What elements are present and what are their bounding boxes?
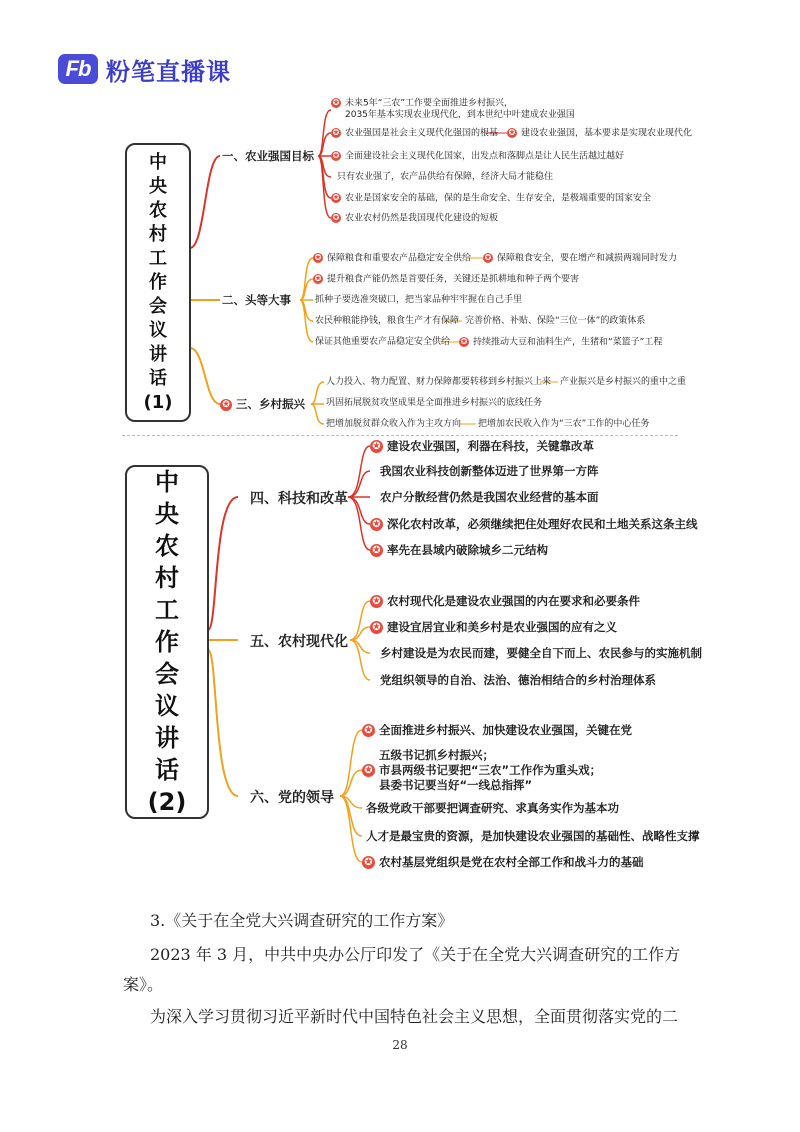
leaf-text: 提升粮食产能仍然是首要任务，关键还是抓耕地和种子两个要害 <box>327 274 580 285</box>
leaf-text: 保证其他重要农产品稳定安全供给 <box>315 337 451 347</box>
leaf-text: 保障粮食和重要农产品稳定安全供给 <box>327 253 472 264</box>
root-char: 会 <box>149 295 167 317</box>
root-char: 中 <box>149 151 167 173</box>
leaf-text: 农业农村仍然是我国现代化建设的短板 <box>345 213 499 224</box>
root-char: (2) <box>147 788 187 816</box>
star-icon: ✪ <box>460 337 468 346</box>
star-icon: ✪ <box>362 764 375 777</box>
root-char: 央 <box>155 500 179 528</box>
root-char: 农 <box>155 532 179 560</box>
leaf-text: 巩固拓展脱贫攻坚成果是全面推进乡村振兴的底线任务 <box>326 398 543 408</box>
leaf-item <box>313 274 579 286</box>
leaf-item <box>362 723 632 738</box>
leaf-item <box>370 439 594 454</box>
leaf-text: 县委书记要当好“一线总指挥” <box>379 778 533 792</box>
leaf-text: 保障粮食安全，要在增产和减损两端同时发力 <box>497 253 678 264</box>
mindmap-2 <box>118 439 702 880</box>
leaf-item <box>362 748 601 793</box>
leaf-text: 只有农业强了，农产品供给有保障，经济大局才能稳住 <box>337 172 554 182</box>
star-icon: ✪ <box>362 724 375 737</box>
body-paragraph: 2023 年 3 月，中共中央办公厅印发了《关于在全党大兴调查研究的工作方 <box>150 945 681 964</box>
leaf-text: 市县两级书记要把“三农”工作作为重头戏； <box>379 763 602 777</box>
leaf-item <box>331 193 651 205</box>
leaf-text: 建设农业强国，基本要求是实现农业现代化 <box>521 128 693 139</box>
leaf-item <box>315 337 450 348</box>
leaf-item <box>326 377 551 388</box>
root-char: 作 <box>149 271 167 293</box>
root-char: 讲 <box>149 343 167 365</box>
root-char: 村 <box>149 223 167 245</box>
section-heading: 3.《关于在全党大兴调查研究的工作方案》 <box>150 911 454 930</box>
leaf-text: 农村现代化是建设农业强国的内在要求和必要条件 <box>387 594 640 608</box>
star-icon: ✪ <box>220 399 232 411</box>
leaf-text: 抓种子要选准突破口，把当家品种牢牢握在自己手里 <box>315 295 523 305</box>
branch-label: 五、农村现代化 <box>250 634 348 650</box>
leaf-item <box>313 253 471 265</box>
leaf-sub-item <box>507 128 692 140</box>
root-char: 作 <box>155 628 179 656</box>
star-icon: ✪ <box>332 151 340 160</box>
leaf-sub-item <box>459 337 662 349</box>
leaf-text: 持续推动大豆和油料生产，生猪和“菜篮子”工程 <box>473 337 663 348</box>
leaf-text: 全面推进乡村振兴、加快建设农业强国，关键在党 <box>379 723 632 737</box>
root-char: 话 <box>149 367 167 389</box>
leaf-text: 全面建设社会主义现代化国家，出发点和落脚点是让人民生活越过越好 <box>345 151 625 162</box>
branch-label: 六、党的领导 <box>250 790 334 806</box>
leaf-text: 党组织领导的自治、法治、德治相结合的乡村治理体系 <box>380 673 656 687</box>
leaf-text: 建设宜居宜业和美乡村是农业强国的应有之义 <box>387 620 617 634</box>
star-icon: ✪ <box>508 128 516 137</box>
root-char: 议 <box>155 692 179 720</box>
branch-label-text: 三、乡村振兴 <box>236 397 305 411</box>
brand-mark: Fb <box>58 54 98 84</box>
leaf-sub-item <box>465 316 645 327</box>
leaf-text: 深化农村改革，必须继续把住处理好农民和土地关系这条主线 <box>387 517 698 531</box>
star-icon: ✪ <box>370 595 383 608</box>
leaf-text: 农业强国是社会主义现代化强国的根基 <box>345 128 499 139</box>
star-icon: ✪ <box>362 856 375 869</box>
root-char: 会 <box>155 660 179 688</box>
leaf-text: 未来5年“三农”工作要全面推进乡村振兴， <box>345 98 514 109</box>
leaf-sub-item <box>478 419 649 430</box>
leaf-sub-item <box>483 253 677 265</box>
leaf-text: 各级党政干部要把调查研究、求真务实作为基本功 <box>366 801 619 815</box>
leaf-text: 率先在县域内破除城乡二元结构 <box>387 543 548 557</box>
mindmap-1 <box>115 98 693 433</box>
branch-label <box>220 396 305 412</box>
leaf-text: 我国农业科技创新整体迈进了世界第一方阵 <box>380 464 599 478</box>
leaf-sub-item <box>560 377 686 388</box>
leaf-text: 农户分散经营仍然是我国农业经营的基本面 <box>380 490 599 504</box>
leaf-item <box>331 128 498 140</box>
body-paragraph-cont: 案》。 <box>123 975 164 994</box>
leaf-text: 建设农业强国，利器在科技，关键靠改革 <box>387 439 594 453</box>
leaf-item <box>315 295 522 306</box>
leaf-text: 农民种粮能挣钱，粮食生产才有保障 <box>315 316 460 326</box>
leaf-item <box>326 419 461 430</box>
mindmap-1-root <box>125 143 191 422</box>
star-icon: ✪ <box>332 128 340 137</box>
root-char: 讲 <box>155 724 179 752</box>
leaf-text: 完善价格、补贴、保险“三位一体”的政策体系 <box>465 316 646 326</box>
leaf-item <box>380 490 599 505</box>
branch-label: 四、科技和改革 <box>250 491 348 507</box>
leaf-item <box>331 98 575 121</box>
leaf-text: 乡村建设是为农民而建，要健全自下而上、农民参与的实施机制 <box>380 646 702 660</box>
star-icon: ✪ <box>370 621 383 634</box>
star-icon: ✪ <box>370 440 383 453</box>
body-paragraph: 为深入学习贯彻习近平新时代中国特色社会主义思想，全面贯彻落实党的二 <box>150 1007 679 1026</box>
branch-label: 一、农业强国目标 <box>222 149 314 163</box>
root-char: (1) <box>143 391 173 413</box>
section-divider <box>122 435 678 436</box>
leaf-item <box>370 517 698 532</box>
page-number: 28 <box>392 1038 408 1052</box>
leaf-item <box>331 151 624 163</box>
star-icon: ✪ <box>314 253 322 262</box>
leaf-item <box>366 829 700 844</box>
brand-logo <box>58 52 231 86</box>
leaf-text: 五级书记抓乡村振兴； <box>379 748 494 762</box>
star-icon: ✪ <box>332 98 340 107</box>
leaf-item <box>370 594 640 609</box>
star-icon: ✪ <box>332 193 340 202</box>
star-icon: ✪ <box>314 274 322 283</box>
leaf-text: 农村基层党组织是党在农村全部工作和战斗力的基础 <box>379 855 644 869</box>
mindmap-2-root <box>125 465 209 819</box>
star-icon: ✪ <box>332 213 340 222</box>
leaf-item <box>380 646 702 661</box>
root-char: 中 <box>155 468 179 496</box>
brand-name: 粉笔直播课 <box>106 57 231 86</box>
leaf-item <box>331 213 498 225</box>
branch-label: 二、头等大事 <box>222 293 291 307</box>
leaf-text: 农业是国家安全的基础，保的是生命安全、生存安全，是极端重要的国家安全 <box>345 193 652 204</box>
star-icon: ✪ <box>484 253 492 262</box>
star-icon: ✪ <box>370 544 383 557</box>
root-char: 工 <box>155 596 179 624</box>
leaf-item <box>366 801 619 816</box>
leaf-text: 把增加农民收入作为“三农”工作的中心任务 <box>478 419 650 429</box>
leaf-text: 人才是最宝贵的资源，是加快建设农业强国的基础性、战略性支撑 <box>366 829 700 843</box>
root-char: 议 <box>149 319 167 341</box>
leaf-item <box>370 620 617 635</box>
leaf-text: 把增加脱贫群众收入作为主攻方向 <box>326 419 462 429</box>
root-char: 央 <box>149 175 167 197</box>
leaf-item <box>337 172 553 183</box>
star-icon: ✪ <box>370 518 383 531</box>
leaf-item <box>380 464 599 479</box>
leaf-item <box>380 673 656 688</box>
leaf-item <box>370 543 548 558</box>
leaf-text: 人力投入、物力配置、财力保障都要转移到乡村振兴上来 <box>326 377 552 387</box>
root-char: 村 <box>155 564 179 592</box>
leaf-item <box>326 398 542 409</box>
root-char: 话 <box>155 756 179 784</box>
leaf-item <box>362 855 644 870</box>
leaf-item <box>315 316 459 327</box>
leaf-text: 2035年基本实现农业现代化，到本世纪中叶建成农业强国 <box>345 109 575 120</box>
root-char: 工 <box>149 247 167 269</box>
root-char: 农 <box>149 199 167 221</box>
leaf-text: 产业振兴是乡村振兴的重中之重 <box>560 377 687 387</box>
